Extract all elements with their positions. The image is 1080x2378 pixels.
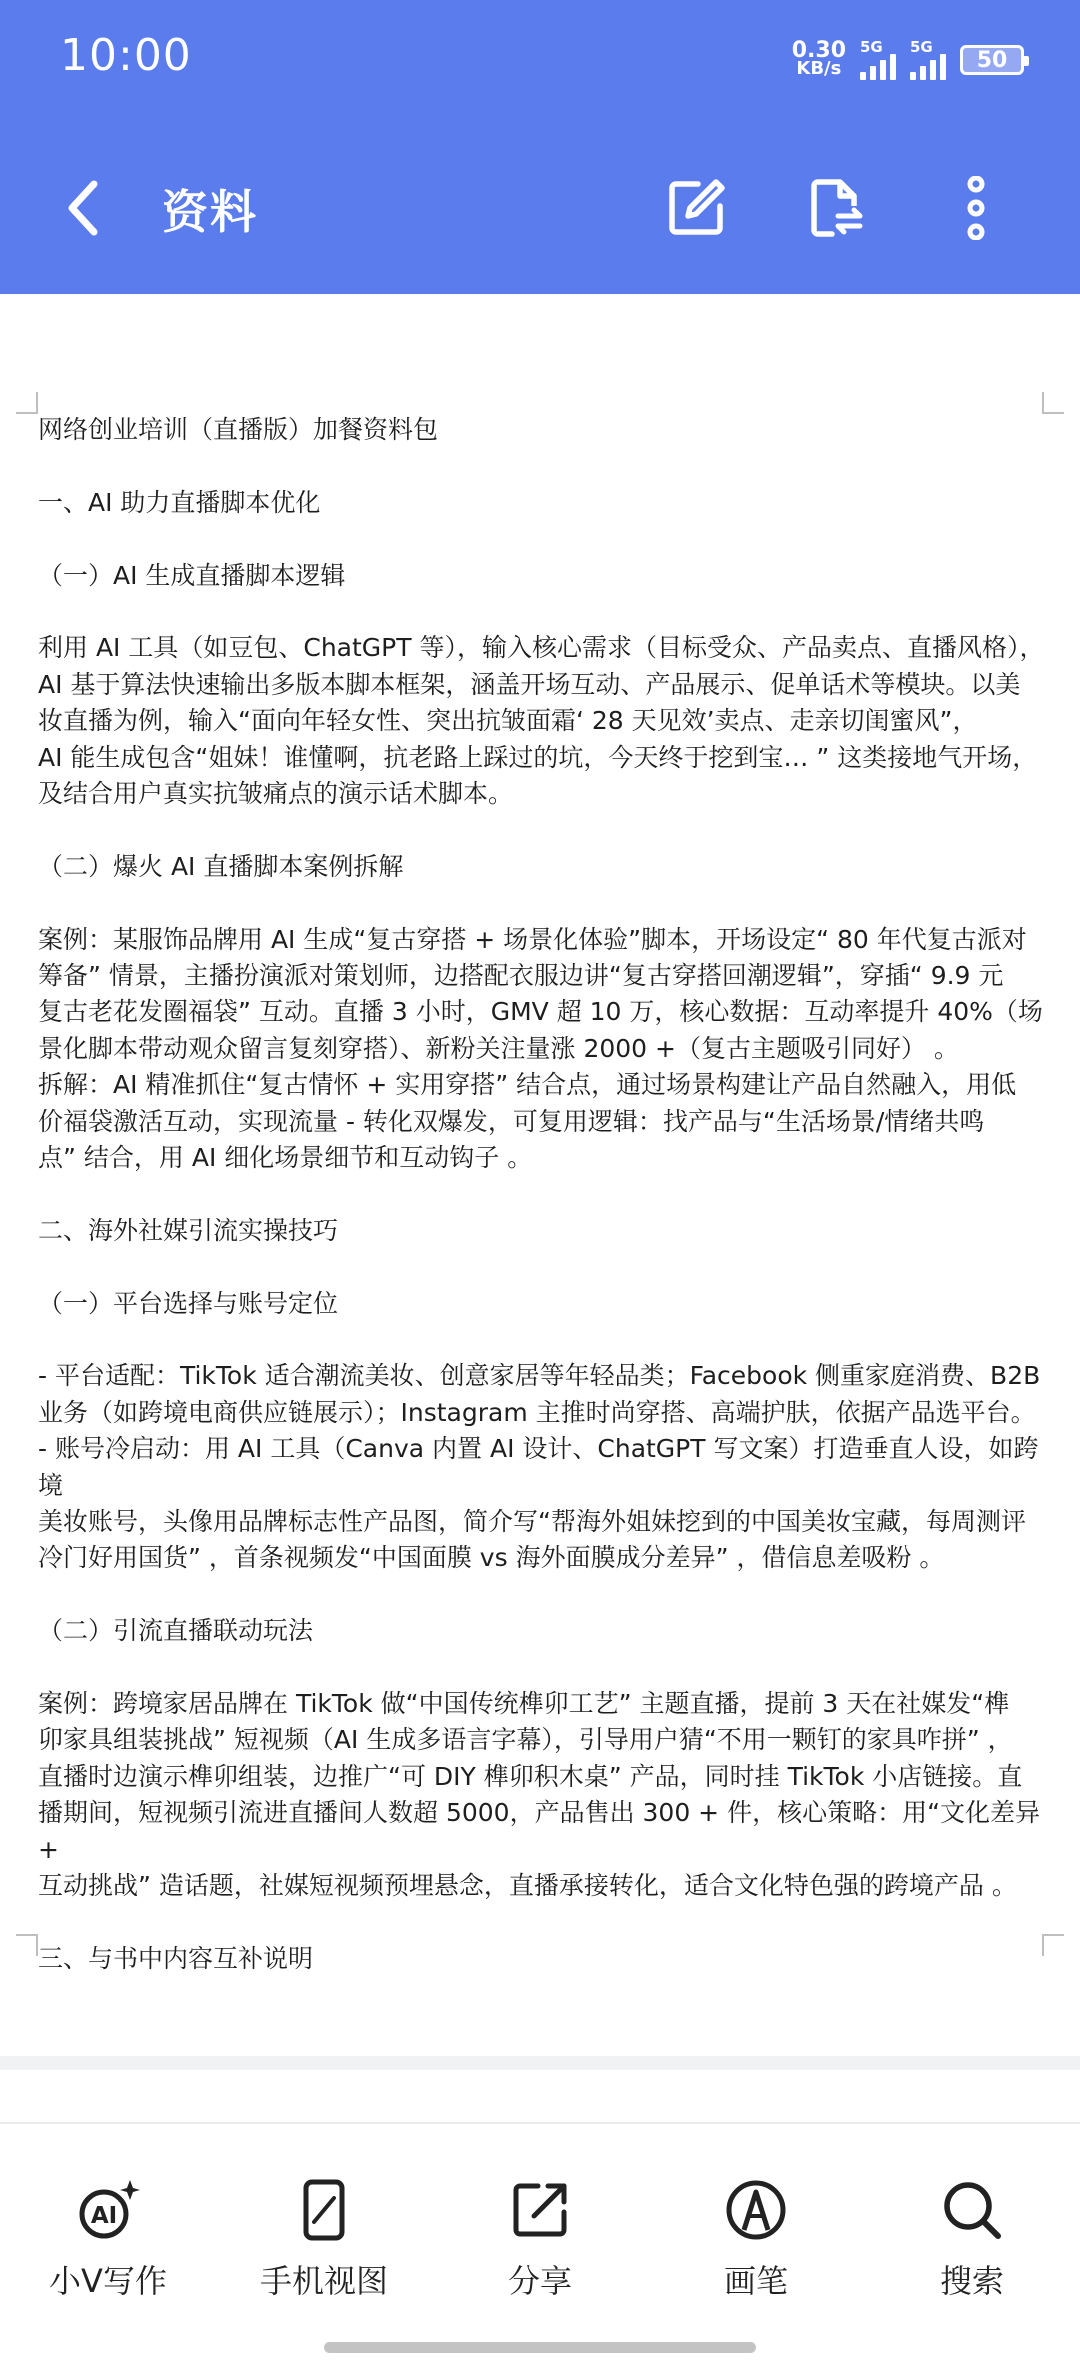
text-line: 利用 AI 工具（如豆包、ChatGPT 等），输入核心需求（目标受众、产品卖点、直播风格），: [38, 633, 1045, 663]
text-line: - 平台适配：TikTok 适合潮流美妆、创意家居等年轻品类；Facebook 侧重家庭消费、B2B: [38, 1361, 1041, 1391]
text-line: 复古老花发圈福袋” 互动。直播 3 小时，GMV 超 10 万，核心数据：互动率提升 40%（场: [38, 997, 1043, 1027]
text-line: 筹备” 情景，主播扮演派对策划师，边搭配衣服边讲“复古穿搭回潮逻辑”，穿插“ 9.9 元: [38, 961, 1004, 991]
toolbar-ai-writing[interactable]: [8, 2178, 208, 2302]
toolbar-pen[interactable]: [656, 2178, 856, 2302]
battery-icon: [960, 45, 1024, 75]
text-line: 冷门好用国货” ，首条视频发“中国面膜 vs 海外面膜成分差异” ，借信息差吸粉 。: [38, 1543, 945, 1573]
top-header: [0, 0, 1080, 294]
text-line: 妆直播为例，输入“面向年轻女性、突出抗皱面霜‘ 28 天见效’卖点、走亲切闺蜜风”，: [38, 706, 978, 736]
text-line: 三、与书中内容互补说明: [38, 1943, 314, 1973]
doc-convert-icon[interactable]: [804, 176, 868, 240]
text-line: 互动挑战” 造话题，社媒短视频预埋悬念，直播承接转化，适合文化特色强的跨境产品 。: [38, 1871, 1017, 1901]
svg-text:AI: AI: [90, 2203, 118, 2229]
text-line: 二、海外社媒引流实操技巧: [38, 1215, 339, 1245]
blank-line: [38, 1577, 1048, 1613]
text-line: 业务（如跨境电商供应链展示）；Instagram 主推时尚穿搭、高端护肤，依据产品选平台。: [38, 1397, 1036, 1427]
share-icon: [508, 2178, 572, 2242]
blank-line: [38, 1249, 1048, 1285]
blank-line: [38, 1905, 1048, 1941]
text-line: 案例：跨境家居品牌在 TikTok 做“中国传统榫卯工艺” 主题直播，提前 3 天在社媒发“榫: [38, 1689, 1010, 1719]
text-line: 价福袋激活互动，实现流量 - 转化双爆发，可复用逻辑：找产品与“生活场景/情绪共鸣: [38, 1106, 985, 1136]
status-time: 10:00: [60, 30, 192, 81]
text-line: 景化脚本带动观众留言复刻穿搭）、新粉关注量涨 2000 +（复古主题吸引同好） 。: [38, 1033, 959, 1063]
blank-line: [38, 1650, 1048, 1686]
network-speed-unit: KB/s: [796, 58, 842, 79]
signal-icon: [860, 40, 896, 80]
document-text: [38, 412, 1048, 1977]
toolbar-share[interactable]: [440, 2178, 640, 2302]
text-line: 及结合用户真实抗皱痛点的演示话术脚本。: [38, 779, 514, 809]
ai-writing-icon: [76, 2178, 140, 2242]
text-line: 卯家具组装挑战” 短视频（AI 生成多语言字幕），引导用户猜“不用一颗钉的家具咋拼” ，: [38, 1725, 1013, 1755]
text-line: 播期间，短视频引流进直播间人数超 5000，产品售出 300 + 件，核心策略：用“文化差异 +: [38, 1798, 1041, 1864]
blank-line: [38, 1322, 1048, 1358]
crop-mark: [1042, 392, 1064, 414]
text-line: 美妆账号，头像用品牌标志性产品图，简介写“帮海外姐妹挖到的中国美妆宝藏，每周测评: [38, 1507, 1026, 1537]
toolbar-label: 搜索: [939, 2262, 1004, 2300]
blank-line: [38, 521, 1048, 557]
signal-icon: [910, 40, 946, 80]
text-line: （二）爆火 AI 直播脚本案例拆解: [38, 851, 404, 881]
home-indicator[interactable]: [324, 2342, 756, 2353]
more-icon[interactable]: [944, 176, 1008, 240]
pen-icon: [724, 2178, 788, 2242]
blank-line: [38, 448, 1048, 484]
text-line: （一）AI 生成直播脚本逻辑: [38, 560, 346, 590]
status-indicators: [792, 38, 1024, 82]
toolbar-search[interactable]: [872, 2178, 1072, 2302]
text-line: （一）平台选择与账号定位: [38, 1288, 339, 1318]
blank-line: [38, 1176, 1048, 1212]
search-icon: [940, 2178, 1004, 2242]
text-line: AI 能生成包含“姐妹！谁懂啊，抗老路上踩过的坑，今天终于挖到宝… ” 这类接地气开场，: [38, 742, 1038, 772]
text-line: （二）引流直播联动玩法: [38, 1616, 314, 1646]
text-line: 点” 结合，用 AI 细化场景细节和互动钩子 。: [38, 1143, 533, 1173]
blank-line: [38, 812, 1048, 848]
crop-mark: [16, 392, 38, 414]
battery-level: 50: [976, 47, 1008, 73]
text-line: 网络创业培训（直播版）加餐资料包: [38, 415, 439, 444]
edit-icon[interactable]: [664, 176, 728, 240]
toolbar-phone-view[interactable]: [224, 2178, 424, 2302]
text-line: 一、AI 助力直播脚本优化: [38, 487, 321, 517]
bottom-toolbar: [0, 2122, 1080, 2378]
signal-label: 5G: [910, 38, 933, 56]
text-line: - 账号冷启动：用 AI 工具（Canva 内置 AI 设计、ChatGPT 写文案）打造垂直人设，如跨境: [38, 1434, 1039, 1500]
back-icon[interactable]: [62, 178, 102, 238]
toolbar-label: 小V写作: [49, 2262, 167, 2300]
text-line: 直播时边演示榫卯组装，边推广“可 DIY 榫卯积木桌” 产品，同时挂 TikTok 小店链接。直: [38, 1761, 1023, 1791]
phone-view-icon: [292, 2178, 356, 2242]
blank-line: [38, 885, 1048, 921]
signal-label: 5G: [860, 38, 883, 56]
text-line: 拆解：AI 精准抓住“复古情怀 + 实用穿搭” 结合点，通过场景构建让产品自然融入，用低: [38, 1070, 1017, 1100]
document-view[interactable]: [0, 294, 1080, 2056]
network-speed: [791, 38, 846, 79]
crop-mark: [16, 1934, 38, 1956]
page-title: 资料: [162, 185, 258, 239]
text-line: AI 基于算法快速输出多版本脚本框架，涵盖开场互动、产品展示、促单话术等模块。以美: [38, 669, 1021, 699]
blank-line: [38, 594, 1048, 630]
toolbar-label: 分享: [507, 2262, 572, 2300]
toolbar-label: 画笔: [723, 2262, 788, 2300]
text-line: 案例：某服饰品牌用 AI 生成“复古穿搭 + 场景化体验”脚本，开场设定“ 80 年代复古派对: [38, 924, 1027, 954]
network-speed-value: 0.30: [791, 38, 846, 63]
toolbar-label: 手机视图: [259, 2262, 388, 2300]
page-separator: [0, 2056, 1080, 2070]
